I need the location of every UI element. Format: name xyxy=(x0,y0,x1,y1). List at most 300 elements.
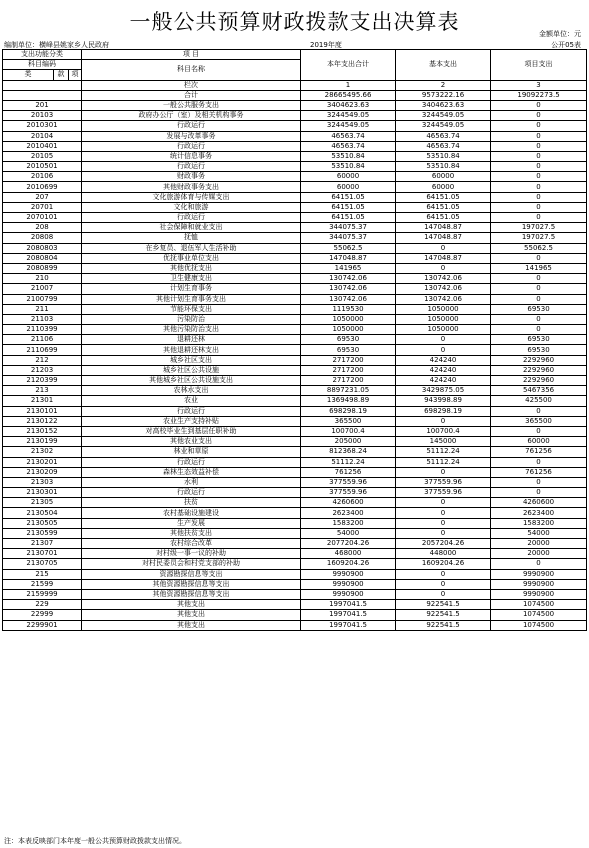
basic-cell: 147048.87 xyxy=(396,233,491,243)
name-cell: 行政运行 xyxy=(82,488,301,498)
name-cell: 其他污染防治支出 xyxy=(82,325,301,335)
kuan-header: 款 xyxy=(54,70,69,80)
name-cell: 农村基础设施建设 xyxy=(82,508,301,518)
name-cell: 其他扶贫支出 xyxy=(82,528,301,538)
project-cell: 0 xyxy=(491,426,587,436)
name-cell: 优抚事业单位支出 xyxy=(82,253,301,263)
project-cell: 2292960 xyxy=(491,376,587,386)
code-cell: 2130122 xyxy=(3,416,82,426)
project-cell: 0 xyxy=(491,559,587,569)
code-cell: 2010699 xyxy=(3,182,82,192)
basic-cell: 0 xyxy=(396,589,491,599)
project-cell: 2623400 xyxy=(491,508,587,518)
code-cell: 2130209 xyxy=(3,467,82,477)
table-row xyxy=(3,121,587,131)
total-cell: 130742.06 xyxy=(301,274,396,284)
table-row xyxy=(3,610,587,620)
basic-cell: 424240 xyxy=(396,355,491,365)
basic-cell: 3244549.05 xyxy=(396,121,491,131)
total-cell: 60000 xyxy=(301,182,396,192)
lei-header: 类 xyxy=(3,70,54,80)
table-row xyxy=(3,151,587,161)
table-row xyxy=(3,488,587,498)
project-cell: 0 xyxy=(491,111,587,121)
name-cell: 社会保障和就业支出 xyxy=(82,223,301,233)
total-cell: 2717200 xyxy=(301,365,396,375)
name-cell: 其他财政事务支出 xyxy=(82,182,301,192)
name-cell: 农业生产支持补贴 xyxy=(82,416,301,426)
basic-header: 基本支出 xyxy=(396,50,491,81)
project-cell: 1074500 xyxy=(491,620,587,630)
basic-cell: 0 xyxy=(396,335,491,345)
basic-cell: 46563.74 xyxy=(396,131,491,141)
total-cell: 9990900 xyxy=(301,589,396,599)
name-cell: 其他支出 xyxy=(82,620,301,630)
table-row xyxy=(3,365,587,375)
code-cell: 210 xyxy=(3,274,82,284)
project-cell: 2292960 xyxy=(491,365,587,375)
project-cell: 0 xyxy=(491,284,587,294)
table-row xyxy=(3,508,587,518)
total-cell: 1609204.26 xyxy=(301,559,396,569)
total-cell: 46563.74 xyxy=(301,141,396,151)
basic-cell: 943998.89 xyxy=(396,396,491,406)
code-cell: 2130301 xyxy=(3,488,82,498)
basic-cell: 147048.87 xyxy=(396,223,491,233)
basic-cell: 53510.84 xyxy=(396,162,491,172)
project-cell: 0 xyxy=(491,202,587,212)
project-cell: 0 xyxy=(491,477,587,487)
total-cell: 4260600 xyxy=(301,498,396,508)
page-title: 一般公共预算财政拨款支出决算表 xyxy=(129,10,460,34)
project-cell: 20000 xyxy=(491,539,587,549)
name-cell: 其他城乡社区公共设施支出 xyxy=(82,376,301,386)
name-cell: 城乡社区支出 xyxy=(82,355,301,365)
table-row xyxy=(3,284,587,294)
name-cell: 统计信息事务 xyxy=(82,151,301,161)
code-cell: 20106 xyxy=(3,172,82,182)
total-cell: 64151.05 xyxy=(301,213,396,223)
basic-cell: 145000 xyxy=(396,437,491,447)
footnote: 注：本表反映部门本年度一般公共预算财政拨款支出情况。 xyxy=(4,837,186,845)
name-cell: 水利 xyxy=(82,477,301,487)
name-cell: 农村综合改革 xyxy=(82,539,301,549)
table-row xyxy=(3,192,587,202)
code-cell: 211 xyxy=(3,304,82,314)
name-cell: 对村级一事一议的补助 xyxy=(82,549,301,559)
project-cell: 5467356 xyxy=(491,386,587,396)
project-cell: 1074500 xyxy=(491,610,587,620)
code-cell: 21302 xyxy=(3,447,82,457)
total-cell: 64151.05 xyxy=(301,192,396,202)
project-header: 项目支出 xyxy=(491,50,587,81)
name-cell: 节能环保支出 xyxy=(82,304,301,314)
table-row xyxy=(3,437,587,447)
project-cell: 365500 xyxy=(491,416,587,426)
xiang-header: 项 xyxy=(69,70,82,80)
total-cell: 51112.24 xyxy=(301,457,396,467)
name-cell: 扶贫 xyxy=(82,498,301,508)
basic-cell: 1050000 xyxy=(396,304,491,314)
name-cell: 抚恤 xyxy=(82,233,301,243)
total-cell: 55062.5 xyxy=(301,243,396,253)
table-row xyxy=(3,396,587,406)
name-cell: 林业和草原 xyxy=(82,447,301,457)
code-cell: 2080803 xyxy=(3,243,82,253)
basic-cell: 46563.74 xyxy=(396,141,491,151)
total-cell: 344075.37 xyxy=(301,233,396,243)
basic-cell: 0 xyxy=(396,528,491,538)
basic-cell: 922541.5 xyxy=(396,600,491,610)
basic-cell: 0 xyxy=(396,569,491,579)
func-code-header-2: 科目编码 xyxy=(3,60,82,70)
basic-cell: 130742.06 xyxy=(396,274,491,284)
basic-cell: 0 xyxy=(396,518,491,528)
project-cell: 0 xyxy=(491,488,587,498)
seq-blank xyxy=(3,80,82,90)
project-cell: 60000 xyxy=(491,437,587,447)
total-cell: 365500 xyxy=(301,416,396,426)
basic-cell: 0 xyxy=(396,263,491,273)
code-cell: 2130705 xyxy=(3,559,82,569)
total-cell: 377559.96 xyxy=(301,477,396,487)
project-cell: 0 xyxy=(491,406,587,416)
table-row xyxy=(3,182,587,192)
project-cell: 20000 xyxy=(491,549,587,559)
total-cell: 141965 xyxy=(301,263,396,273)
table-row xyxy=(3,325,587,335)
table-row xyxy=(3,539,587,549)
table-row xyxy=(3,263,587,273)
total-cell: 130742.06 xyxy=(301,284,396,294)
table-row xyxy=(3,569,587,579)
project-cell: 0 xyxy=(491,131,587,141)
project-cell: 2292960 xyxy=(491,355,587,365)
name-cell: 行政运行 xyxy=(82,121,301,131)
name-cell: 农林水支出 xyxy=(82,386,301,396)
code-cell: 21599 xyxy=(3,579,82,589)
code-cell: 2010501 xyxy=(3,162,82,172)
org-label: 编制单位：横峰县姚家乡人民政府 xyxy=(4,41,109,49)
project-cell: 0 xyxy=(491,141,587,151)
code-cell: 2130701 xyxy=(3,549,82,559)
total-cell: 9990900 xyxy=(301,579,396,589)
code-cell: 2130201 xyxy=(3,457,82,467)
basic-cell: 3404623.63 xyxy=(396,100,491,110)
basic-cell: 64151.05 xyxy=(396,213,491,223)
total-cell: 69530 xyxy=(301,335,396,345)
table-row xyxy=(3,416,587,426)
project-cell: 0 xyxy=(491,192,587,202)
project-cell: 69530 xyxy=(491,335,587,345)
table-row xyxy=(3,213,587,223)
func-code-header xyxy=(3,50,82,60)
table-row xyxy=(3,162,587,172)
basic-cell: 0 xyxy=(396,498,491,508)
table-row xyxy=(3,274,587,284)
project-cell: 197027.5 xyxy=(491,233,587,243)
basic-cell: 1609204.26 xyxy=(396,559,491,569)
basic-cell: 922541.5 xyxy=(396,620,491,630)
table-row xyxy=(3,447,587,457)
table-row xyxy=(3,141,587,151)
total-cell: 3404623.63 xyxy=(301,100,396,110)
code-cell: 2010401 xyxy=(3,141,82,151)
project-cell: 69530 xyxy=(491,345,587,355)
code-cell: 2080804 xyxy=(3,253,82,263)
table-row xyxy=(3,518,587,528)
total-header: 本年支出合计 xyxy=(301,50,396,81)
basic-cell: 51112.24 xyxy=(396,447,491,457)
total-cell: 130742.06 xyxy=(301,294,396,304)
basic-cell: 64151.05 xyxy=(396,192,491,202)
name-cell: 资源勘探信息等支出 xyxy=(82,569,301,579)
code-cell: 213 xyxy=(3,386,82,396)
name-cell: 其他支出 xyxy=(82,600,301,610)
total-cell: 1050000 xyxy=(301,325,396,335)
project-cell: 54000 xyxy=(491,528,587,538)
name-cell: 其他资源勘探信息等支出 xyxy=(82,589,301,599)
total-cell: 60000 xyxy=(301,172,396,182)
total-cell: 8897231.05 xyxy=(301,386,396,396)
code-cell: 22999 xyxy=(3,610,82,620)
code-cell: 2010301 xyxy=(3,121,82,131)
basic-cell: 130742.06 xyxy=(396,294,491,304)
table-row xyxy=(3,376,587,386)
name-cell: 行政运行 xyxy=(82,162,301,172)
basic-cell: 64151.05 xyxy=(396,202,491,212)
total-cell: 2077204.26 xyxy=(301,539,396,549)
total-cell: 2623400 xyxy=(301,508,396,518)
table-row xyxy=(3,426,587,436)
seq-3: 3 xyxy=(491,80,587,90)
total-cell: 1583200 xyxy=(301,518,396,528)
project-cell: 0 xyxy=(491,172,587,182)
name-cell: 其他农业支出 xyxy=(82,437,301,447)
project-cell: 0 xyxy=(491,151,587,161)
name-cell: 发展与改革事务 xyxy=(82,131,301,141)
basic-cell: 0 xyxy=(396,416,491,426)
code-cell: 212 xyxy=(3,355,82,365)
name-cell: 城乡社区公共设施 xyxy=(82,365,301,375)
code-cell: 201 xyxy=(3,100,82,110)
table-row xyxy=(3,498,587,508)
table-row xyxy=(3,620,587,630)
name-cell: 生产发展 xyxy=(82,518,301,528)
code-cell: 21307 xyxy=(3,539,82,549)
basic-cell: 3429875.05 xyxy=(396,386,491,396)
total-cell: 64151.05 xyxy=(301,202,396,212)
name-cell: 其他优抚支出 xyxy=(82,263,301,273)
code-cell: 2130599 xyxy=(3,528,82,538)
code-cell: 20701 xyxy=(3,202,82,212)
project-cell: 761256 xyxy=(491,467,587,477)
name-cell: 行政运行 xyxy=(82,406,301,416)
table-row xyxy=(3,304,587,314)
code-cell: 2159999 xyxy=(3,589,82,599)
table-row xyxy=(3,406,587,416)
table-row xyxy=(3,386,587,396)
name-cell: 森林生态效益补偿 xyxy=(82,467,301,477)
total-cell: 1997041.5 xyxy=(301,610,396,620)
expenditure-table xyxy=(2,49,587,631)
name-cell: 在乡复员、退伍军人生活补助 xyxy=(82,243,301,253)
code-cell: 20103 xyxy=(3,111,82,121)
total-cell: 3244549.05 xyxy=(301,111,396,121)
code-cell: 2299901 xyxy=(3,620,82,630)
basic-cell: 60000 xyxy=(396,172,491,182)
total-cell: 53510.84 xyxy=(301,162,396,172)
code-cell: 21106 xyxy=(3,335,82,345)
total-cell: 53510.84 xyxy=(301,151,396,161)
project-cell: 4260600 xyxy=(491,498,587,508)
name-cell: 其他资源勘探信息等支出 xyxy=(82,579,301,589)
project-cell: 197027.5 xyxy=(491,223,587,233)
basic-cell: 0 xyxy=(396,345,491,355)
code-cell: 2120399 xyxy=(3,376,82,386)
project-cell: 0 xyxy=(491,182,587,192)
name-cell: 计划生育事务 xyxy=(82,284,301,294)
total-cell: 54000 xyxy=(301,528,396,538)
total-cell: 1997041.5 xyxy=(301,600,396,610)
code-cell: 21301 xyxy=(3,396,82,406)
total-cell: 205000 xyxy=(301,437,396,447)
code-cell: 2110399 xyxy=(3,325,82,335)
total-cell: 344075.37 xyxy=(301,223,396,233)
seq-label: 栏次 xyxy=(82,80,301,90)
project-cell: 761256 xyxy=(491,447,587,457)
code-cell: 2070101 xyxy=(3,213,82,223)
code-cell: 21103 xyxy=(3,314,82,324)
seq-2: 2 xyxy=(396,80,491,90)
table-row xyxy=(3,100,587,110)
sum-project: 19092273.5 xyxy=(491,90,587,100)
basic-cell: 51112.24 xyxy=(396,457,491,467)
basic-cell: 0 xyxy=(396,243,491,253)
func-code-label: 支出功能分类 xyxy=(21,50,64,59)
name-cell: 其他退耕还林支出 xyxy=(82,345,301,355)
table-row xyxy=(3,579,587,589)
code-cell: 2110699 xyxy=(3,345,82,355)
table-row xyxy=(3,457,587,467)
code-cell: 2130199 xyxy=(3,437,82,447)
code-cell: 21305 xyxy=(3,498,82,508)
total-cell: 812368.24 xyxy=(301,447,396,457)
table-row xyxy=(3,528,587,538)
project-cell: 0 xyxy=(491,457,587,467)
project-cell: 0 xyxy=(491,294,587,304)
name-cell: 污染防治 xyxy=(82,314,301,324)
name-cell: 农业 xyxy=(82,396,301,406)
basic-cell: 3244549.05 xyxy=(396,111,491,121)
project-cell: 9990900 xyxy=(491,589,587,599)
basic-cell: 0 xyxy=(396,467,491,477)
total-cell: 9990900 xyxy=(301,569,396,579)
basic-cell: 60000 xyxy=(396,182,491,192)
project-cell: 141965 xyxy=(491,263,587,273)
table-row xyxy=(3,335,587,345)
seq-1: 1 xyxy=(301,80,396,90)
project-cell: 9990900 xyxy=(491,569,587,579)
basic-cell: 922541.5 xyxy=(396,610,491,620)
table-row xyxy=(3,549,587,559)
code-cell: 208 xyxy=(3,223,82,233)
table-row xyxy=(3,600,587,610)
year-label: 2019年度 xyxy=(310,41,342,49)
total-cell: 761256 xyxy=(301,467,396,477)
total-cell: 69530 xyxy=(301,345,396,355)
code-cell: 21203 xyxy=(3,365,82,375)
code-cell: 20104 xyxy=(3,131,82,141)
project-cell: 0 xyxy=(491,213,587,223)
project-cell: 69530 xyxy=(491,304,587,314)
name-cell: 退耕还林 xyxy=(82,335,301,345)
basic-cell: 0 xyxy=(396,579,491,589)
code-cell: 2130152 xyxy=(3,426,82,436)
project-cell: 0 xyxy=(491,325,587,335)
basic-cell: 1050000 xyxy=(396,314,491,324)
table-row xyxy=(3,172,587,182)
basic-cell: 698298.19 xyxy=(396,406,491,416)
sum-label: 合计 xyxy=(82,90,301,100)
basic-cell: 424240 xyxy=(396,365,491,375)
name-cell: 财政事务 xyxy=(82,172,301,182)
sum-basic: 9573222.16 xyxy=(396,90,491,100)
total-cell: 2717200 xyxy=(301,376,396,386)
total-cell: 100700.4 xyxy=(301,426,396,436)
basic-cell: 377559.96 xyxy=(396,477,491,487)
name-header: 科目名称 xyxy=(82,60,301,80)
project-cell: 0 xyxy=(491,314,587,324)
name-cell: 一般公共服务支出 xyxy=(82,100,301,110)
basic-cell: 0 xyxy=(396,508,491,518)
name-cell: 对村民委员会和村党支部的补助 xyxy=(82,559,301,569)
basic-cell: 130742.06 xyxy=(396,284,491,294)
project-cell: 1583200 xyxy=(491,518,587,528)
project-cell: 425500 xyxy=(491,396,587,406)
table-row xyxy=(3,131,587,141)
total-cell: 2717200 xyxy=(301,355,396,365)
name-cell: 行政运行 xyxy=(82,213,301,223)
table-row xyxy=(3,294,587,304)
name-cell: 卫生健康支出 xyxy=(82,274,301,284)
code-cell: 2080899 xyxy=(3,263,82,273)
basic-cell: 1050000 xyxy=(396,325,491,335)
name-cell: 其他计划生育事务支出 xyxy=(82,294,301,304)
project-cell: 0 xyxy=(491,162,587,172)
project-cell: 0 xyxy=(491,274,587,284)
project-cell: 1074500 xyxy=(491,600,587,610)
sum-blank xyxy=(3,90,82,100)
total-cell: 1369498.89 xyxy=(301,396,396,406)
item-header: 项 目 xyxy=(82,50,301,60)
name-cell: 行政运行 xyxy=(82,457,301,467)
table-row xyxy=(3,345,587,355)
code-cell: 2130504 xyxy=(3,508,82,518)
name-cell: 对高校毕业生到基层任职补助 xyxy=(82,426,301,436)
unit-label: 金额单位：元 xyxy=(539,30,581,38)
basic-cell: 100700.4 xyxy=(396,426,491,436)
total-cell: 377559.96 xyxy=(301,488,396,498)
name-cell: 其他支出 xyxy=(82,610,301,620)
table-row xyxy=(3,477,587,487)
table-row xyxy=(3,589,587,599)
name-cell: 文化和旅游 xyxy=(82,202,301,212)
basic-cell: 53510.84 xyxy=(396,151,491,161)
name-cell: 文化旅游体育与传媒支出 xyxy=(82,192,301,202)
project-cell: 9990900 xyxy=(491,579,587,589)
code-cell: 20105 xyxy=(3,151,82,161)
